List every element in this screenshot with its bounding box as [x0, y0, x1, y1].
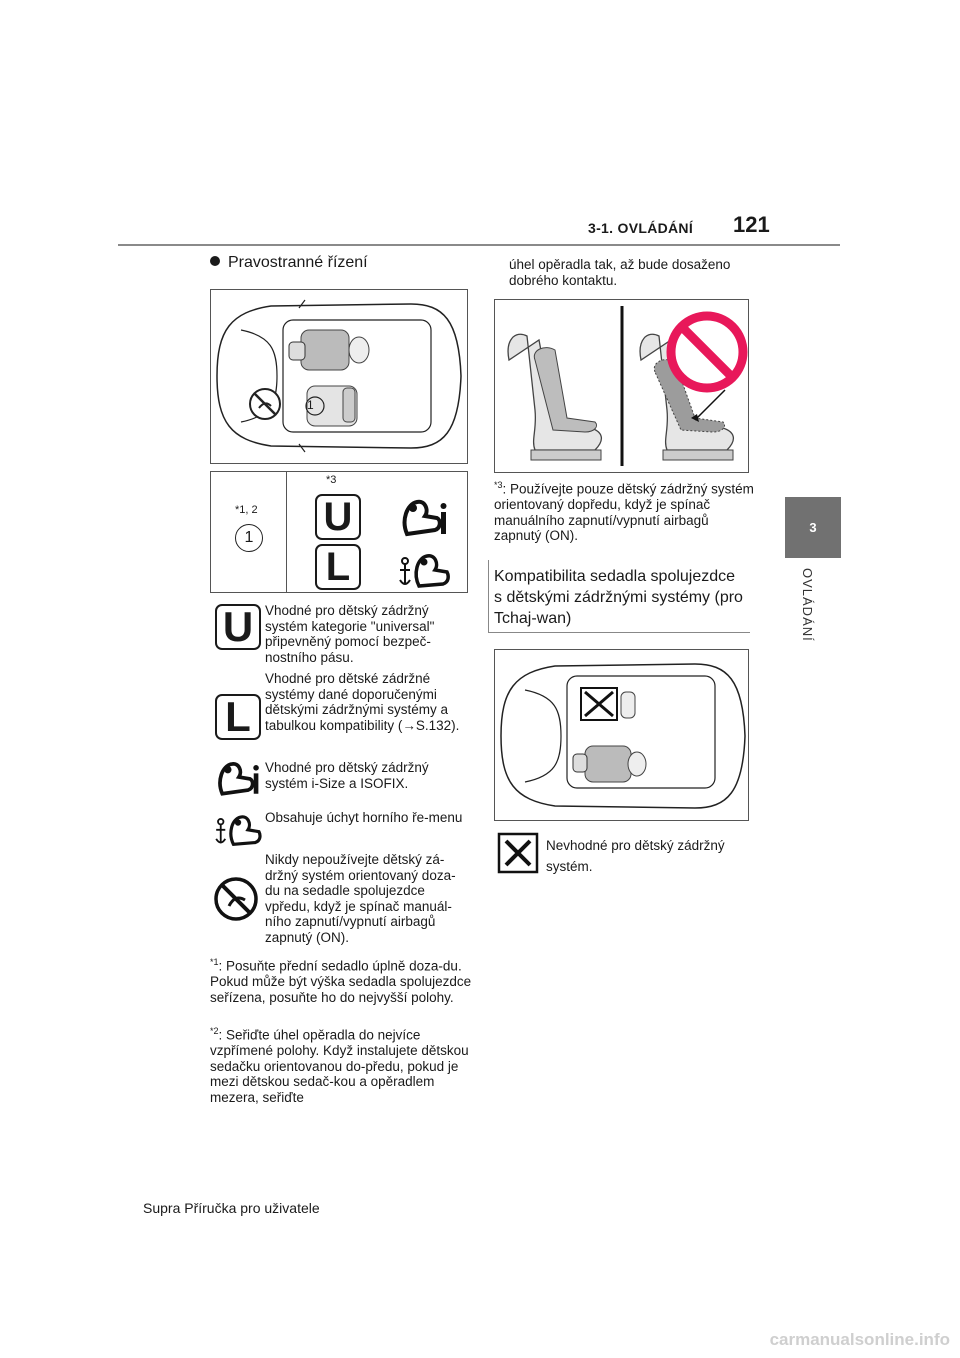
chapter-label: OVLÁDÁNÍ — [800, 568, 815, 642]
legend-u-icon: U — [215, 604, 261, 650]
continuation-text: úhel opěradla tak, až bude dosaženo dobrého kontaktu. — [509, 257, 731, 288]
bullet-icon — [210, 256, 220, 266]
legend-text-anchor: Obsahuje úchyt horního ře-menu — [265, 810, 463, 825]
note-3: $^{*3}$: Používejte pouze dětský zádržný systém orientovaný dopředu, když je spínač manuálního zapnutí/vypnutí airbagů zapnutý (ON). — [494, 480, 754, 544]
compatibility-heading: Kompatibilita sedadla spolujezdce s dětskými zádržnými systémy (pro Tchaj-wan) — [494, 568, 743, 627]
page-number: 121 — [733, 212, 770, 237]
legend-isize-icon — [213, 756, 263, 805]
section-title: 3-1. OVLÁDÁNÍ — [588, 220, 694, 236]
legend-prohibited-icon — [213, 876, 259, 927]
universal-u-icon: U — [315, 494, 361, 540]
legend-text-unsuitable: Nevhodné pro dětský zádržný systém. — [546, 838, 725, 874]
note-1: $^{*1}$: Posuňte přední sedadlo úplně doza-du. Pokud může být výška sedadla spolujezdce seřízena, posuňte ho do nejvyšší polohy. — [210, 957, 472, 1005]
note-2: $^{*2}$: Seřiďte úhel opěradla do nejvíce vzpřímené polohy. Když instalujete dětskou sedačku orientovanou do-předu, pokud je mezi dětskou sedač-kou a opěradlem mezera, seřiďte — [210, 1026, 469, 1105]
header-rule — [118, 244, 840, 246]
position-marker: 1 — [307, 398, 314, 412]
heading-bottom-rule — [488, 632, 750, 633]
seat-angle-illustration — [494, 299, 749, 473]
chapter-tab[interactable]: 3 — [785, 497, 841, 558]
legend-text-universal: Vhodné pro dětský zádržný systém kategorie "universal" připevněný pomocí bezpeč-nostního pásu. — [265, 603, 435, 665]
legend-text-semi-universal: Vhodné pro dětské zádržné systémy dané doporučenými dětskými zádržnými systémy a tabulkou kompatibility (→S.132). — [265, 671, 460, 733]
isize-icon — [397, 494, 451, 545]
anchor-seat-icon — [397, 546, 451, 595]
legend-text-isize: Vhodné pro dětský zádržný systém i-Size a ISOFIX. — [265, 760, 429, 791]
semi-universal-l-icon: L — [315, 544, 361, 590]
footer-title: Supra Příručka pro uživatele — [143, 1200, 320, 1216]
table-marker: 1 — [235, 524, 263, 552]
car-top-view-illustration — [211, 290, 467, 463]
table-label-1: *1, 2 — [235, 504, 258, 516]
seat-table — [210, 471, 468, 593]
heading-left-rule — [488, 560, 489, 633]
legend-text-prohibited: Nikdy nepoužívejte dětský zá-držný systém orientovaný doza-du na sedadle spolujezdce vpředu, když je spínač manuál-ního zapnutí/vypnutí airbagů zapnutý (ON). — [265, 852, 456, 945]
legend-l-icon: L — [215, 694, 261, 740]
car-diagram-taiwan — [494, 649, 749, 821]
unsuitable-x-icon — [497, 832, 539, 879]
car-diagram-rhd — [210, 289, 468, 464]
table-label-3: *3 — [326, 474, 337, 486]
watermark: carmanualsonline.info — [769, 1330, 950, 1349]
legend-anchor-icon — [213, 808, 263, 853]
bullet-heading: Pravostranné řízení — [210, 254, 368, 272]
